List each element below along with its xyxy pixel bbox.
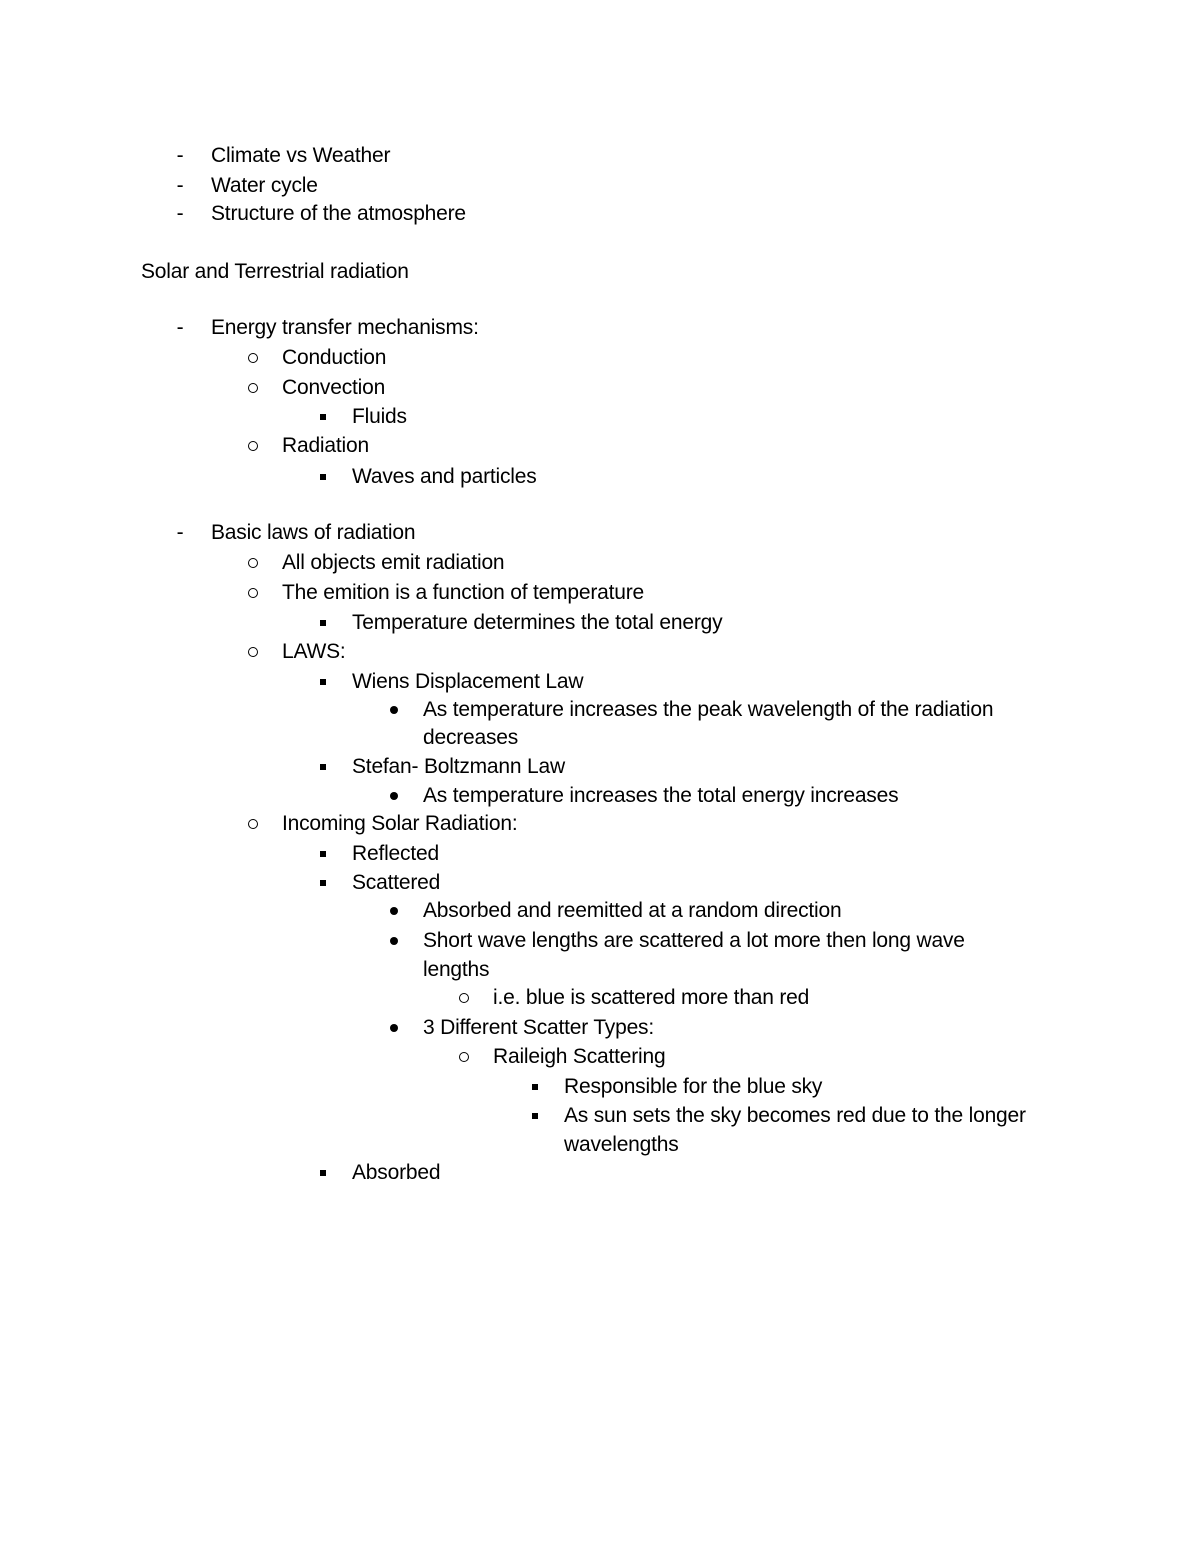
list-item-text: Incoming Solar Radiation: (282, 812, 518, 835)
disc-bullet-icon (384, 1013, 404, 1043)
list-item-text: wavelengths (564, 1133, 679, 1156)
list-item (0, 141, 1200, 171)
list-item-text: Energy transfer mechanisms: (211, 316, 479, 339)
list-item-text: 3 Different Scatter Types: (423, 1016, 654, 1039)
list-item-text: Short wave lengths are scattered a lot more then long wave (423, 929, 965, 952)
list-item (0, 667, 1200, 697)
list-item-text: Responsible for the blue sky (564, 1075, 823, 1098)
disc-bullet-icon (384, 695, 404, 725)
list-item (0, 578, 1200, 608)
square-bullet-icon (313, 868, 333, 898)
dash-bullet-icon: - (176, 202, 184, 225)
list-item-text: Water cycle (211, 174, 318, 197)
list-item-text: lengths (423, 958, 490, 981)
list-item-text: Climate vs Weather (211, 144, 391, 167)
list-item (0, 548, 1200, 578)
list-item (0, 752, 1200, 782)
list-item (0, 868, 1200, 898)
list-item (0, 1158, 1200, 1188)
list-item (0, 518, 1200, 548)
list-item (0, 1013, 1200, 1043)
disc-bullet-icon (384, 896, 404, 926)
list-item (0, 896, 1200, 926)
list-item (0, 199, 1200, 229)
list-item (0, 1101, 1200, 1131)
list-item-text: All objects emit radiation (282, 551, 505, 574)
square-bullet-icon (313, 462, 333, 492)
circle-bullet-icon (243, 809, 263, 839)
section-heading (0, 257, 1200, 287)
square-bullet-icon (525, 1101, 545, 1131)
list-item-text: Structure of the atmosphere (211, 202, 466, 225)
list-item (0, 637, 1200, 667)
dash-bullet-icon: - (176, 316, 184, 339)
list-item-text: Conduction (282, 346, 387, 369)
circle-bullet-icon (243, 373, 263, 403)
list-item (0, 723, 1200, 753)
circle-bullet-icon (243, 343, 263, 373)
list-item-text: Temperature determines the total energy (352, 611, 723, 634)
circle-bullet-icon (243, 431, 263, 461)
list-item-text: As sun sets the sky becomes red due to the longer (564, 1104, 1026, 1127)
list-item (0, 343, 1200, 373)
list-item-text: decreases (423, 726, 519, 749)
list-item-text: Waves and particles (352, 465, 537, 488)
circle-bullet-icon (243, 578, 263, 608)
list-item (0, 781, 1200, 811)
list-item (0, 313, 1200, 343)
square-bullet-icon (525, 1072, 545, 1102)
list-item (0, 373, 1200, 403)
square-bullet-icon (313, 839, 333, 869)
list-item-text: Absorbed and reemitted at a random direction (423, 899, 842, 922)
list-item-text: Reflected (352, 842, 439, 865)
disc-bullet-icon (384, 926, 404, 956)
list-item (0, 402, 1200, 432)
list-item-text: Basic laws of radiation (211, 521, 416, 544)
dash-bullet-icon: - (176, 144, 184, 167)
list-item-text: Absorbed (352, 1161, 441, 1184)
disc-bullet-icon (384, 781, 404, 811)
list-item-text: Convection (282, 376, 386, 399)
square-bullet-icon (313, 402, 333, 432)
list-item (0, 983, 1200, 1013)
list-item-text: As temperature increases the total energy increases (423, 784, 899, 807)
list-item (0, 695, 1200, 725)
list-item-text: LAWS: (282, 640, 346, 663)
square-bullet-icon (313, 752, 333, 782)
list-item-text: Solar and Terrestrial radiation (141, 260, 409, 283)
list-item (0, 1072, 1200, 1102)
list-item (0, 839, 1200, 869)
square-bullet-icon (313, 608, 333, 638)
list-item (0, 1130, 1200, 1160)
dash-bullet-icon: - (176, 521, 184, 544)
list-item-text: The emition is a function of temperature (282, 581, 645, 604)
list-item-text: Fluids (352, 405, 407, 428)
list-item-text: Stefan- Boltzmann Law (352, 755, 565, 778)
circle-bullet-icon (243, 548, 263, 578)
square-bullet-icon (313, 667, 333, 697)
square-bullet-icon (313, 1158, 333, 1188)
list-item-text: Radiation (282, 434, 369, 457)
list-item (0, 608, 1200, 638)
list-item (0, 1042, 1200, 1072)
list-item (0, 171, 1200, 201)
list-item-text: Scattered (352, 871, 441, 894)
list-item-text: As temperature increases the peak wavelength of the radiation (423, 698, 994, 721)
list-item (0, 926, 1200, 956)
list-item (0, 955, 1200, 985)
circle-bullet-icon (454, 1042, 474, 1072)
list-item-text: i.e. blue is scattered more than red (493, 986, 810, 1009)
list-item (0, 462, 1200, 492)
circle-bullet-icon (454, 983, 474, 1013)
dash-bullet-icon: - (176, 174, 184, 197)
list-item (0, 809, 1200, 839)
list-item-text: Wiens Displacement Law (352, 670, 584, 693)
list-item-text: Raileigh Scattering (493, 1045, 666, 1068)
list-item (0, 431, 1200, 461)
circle-bullet-icon (243, 637, 263, 667)
